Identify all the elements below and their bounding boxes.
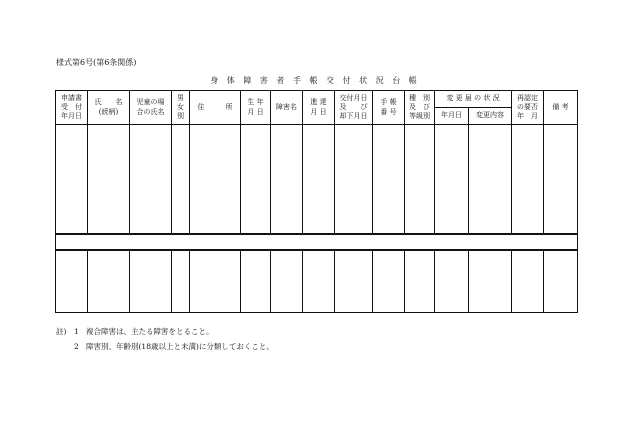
cell-grade [405, 125, 435, 235]
cell-birth-date [241, 125, 271, 235]
footnote-item [56, 324, 274, 339]
cell-application-date [56, 250, 88, 313]
cell-address [190, 125, 241, 235]
table-row [56, 125, 578, 235]
issuance-register-table [55, 90, 578, 313]
footnote-lead: 註) [56, 327, 67, 336]
cell-remarks [544, 125, 578, 235]
cell-issue-date [335, 250, 373, 313]
cell-booklet-number [373, 125, 405, 235]
cell-disability-name [271, 250, 303, 313]
footnote-item [56, 339, 274, 354]
col-grade: 種 別 及 び 等級別 [405, 91, 435, 125]
cell-address [190, 250, 241, 313]
col-birth-date: 生 年 月 日 [241, 91, 271, 125]
col-remarks: 備 考 [544, 91, 578, 125]
cell-progress-date [303, 125, 335, 235]
col-disability-name: 障害名 [271, 91, 303, 125]
col-sex: 男 女 別 [172, 91, 190, 125]
col-child-guardian: 児童の場 合の氏名 [130, 91, 172, 125]
cell-grade [405, 250, 435, 313]
cell-birth-date [241, 250, 271, 313]
footnotes [56, 324, 274, 354]
footnote-number: 2 [74, 342, 79, 351]
cell-sex [172, 250, 190, 313]
cell-application-date [56, 125, 88, 235]
document-title: 身 体 障 害 者 手 帳 交 付 状 況 台 帳 [210, 76, 420, 85]
col-recert-date: 再認定 の要否 年 月 [512, 91, 544, 125]
col-change-date: 年月日 [435, 108, 469, 125]
cell-issue-date [335, 125, 373, 235]
footnote-text: 複合障害は、主たる障害をとること。 [86, 327, 214, 336]
footnote-number: 1 [74, 327, 79, 336]
cell-change-detail [469, 250, 512, 313]
col-issue-date: 交付月日 及 び 却下月日 [335, 91, 373, 125]
page-break-separator [56, 234, 578, 250]
cell-change-date [435, 125, 469, 235]
cell-remarks [544, 250, 578, 313]
col-application-date: 申請書 受 付 年月日 [56, 91, 88, 125]
header-row [56, 91, 578, 108]
cell-name [88, 125, 130, 235]
cell-change-date [435, 250, 469, 313]
form-number-label: 様式第6号(第6条関係) [56, 58, 137, 67]
col-address: 住 所 [190, 91, 241, 125]
footnote-text: 障害別、年齢別(18歳以上と未満)に分類しておくこと。 [86, 342, 274, 351]
col-change-group: 変 更 届 の 状 況 [435, 91, 512, 108]
cell-recert-date [512, 125, 544, 235]
col-name: 氏 名 (続柄) [88, 91, 130, 125]
cell-name [88, 250, 130, 313]
cell-child-guardian [130, 250, 172, 313]
cell-booklet-number [373, 250, 405, 313]
cell-change-detail [469, 125, 512, 235]
cell-sex [172, 125, 190, 235]
cell-child-guardian [130, 125, 172, 235]
cell-disability-name [271, 125, 303, 235]
separator-band [56, 234, 578, 250]
col-progress-date: 進 達 月 日 [303, 91, 335, 125]
cell-progress-date [303, 250, 335, 313]
col-change-detail: 変更内容 [469, 108, 512, 125]
table-row [56, 250, 578, 313]
cell-recert-date [512, 250, 544, 313]
col-booklet-number: 手 帳 番 号 [373, 91, 405, 125]
